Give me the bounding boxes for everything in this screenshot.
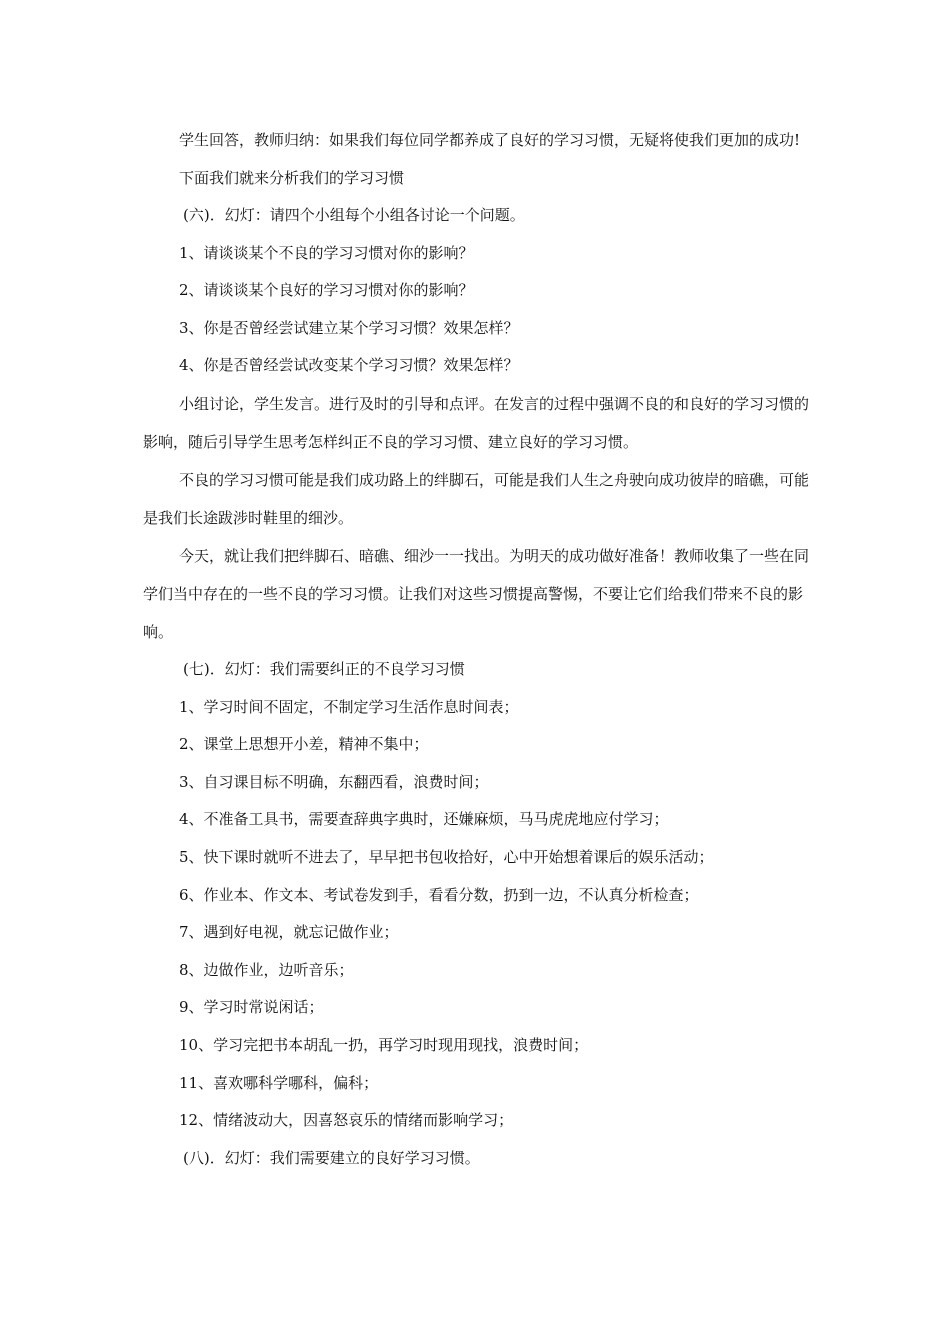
habit-item: 11、喜欢哪科学哪科，偏科； xyxy=(179,1073,379,1092)
habit-item: 2、课堂上思想开小差，精神不集中； xyxy=(179,735,429,754)
section-heading-8: (八)．幻灯：我们需要建立的良好学习习惯。 xyxy=(183,1148,480,1167)
discussion-question-3: 3、你是否曾经尝试建立某个学习习惯？效果怎样？ xyxy=(179,318,519,337)
section-heading-7: (七)．幻灯：我们需要纠正的不良学习习惯 xyxy=(183,659,465,678)
paragraph-group-discussion: 小组讨论，学生发言。进行及时的引导和点评。在发言的过程中强调不良的和良好的学习习惯的影响，随后引导学生思考怎样纠正不良的学习习惯、建立良好的学习习惯。 xyxy=(143,394,810,451)
paragraph-bad-habits-metaphor: 不良的学习习惯可能是我们成功路上的绊脚石，可能是我们人生之舟驶向成功彼岸的暗礁，可能是我们长途跋涉时鞋里的细沙。 xyxy=(143,470,810,527)
habit-item: 12、情绪波动大，因喜怒哀乐的情绪而影响学习； xyxy=(179,1111,514,1130)
habit-item: 10、学习完把书本胡乱一扔，再学习时现用现找，浪费时间； xyxy=(179,1035,589,1054)
discussion-question-4: 4、你是否曾经尝试改变某个学习习惯？效果怎样？ xyxy=(179,356,519,375)
habit-item: 8、边做作业，边听音乐； xyxy=(179,960,354,979)
paragraph-find-bad-habits: 今天，就让我们把绊脚石、暗礁、细沙一一找出。为明天的成功做好准备！教师收集了一些在同学们当中存在的一些不良的学习习惯。让我们对这些习惯提高警惕，不要让它们给我们带来不良的影响。 xyxy=(143,546,810,641)
paragraph-teacher-summary: 学生回答，教师归纳：如果我们每位同学都养成了良好的学习习惯，无疑将使我们更加的成功! xyxy=(179,131,801,149)
habit-item: 1、学习时间不固定，不制定学习生活作息时间表； xyxy=(179,697,519,716)
document-body xyxy=(143,121,811,1177)
habit-item: 5、快下课时就听不进去了，早早把书包收拾好，心中开始想着课后的娱乐活动； xyxy=(179,847,714,866)
section-heading-6: (六)．幻灯：请四个小组每个小组各讨论一个问题。 xyxy=(183,206,525,224)
paragraph-analysis-intro: 下面我们就来分析我们的学习习惯 xyxy=(179,169,405,187)
habit-item: 4、不准备工具书，需要查辞典字典时，还嫌麻烦，马马虎虎地应付学习； xyxy=(179,810,669,829)
discussion-question-2: 2、请谈谈某个良好的学习习惯对你的影响？ xyxy=(179,281,474,300)
habit-item: 3、自习课目标不明确，东翻西看，浪费时间； xyxy=(179,772,489,791)
habit-item: 9、学习时常说闲话； xyxy=(179,998,324,1017)
habit-item: 6、作业本、作文本、考试卷发到手，看看分数，扔到一边，不认真分析检查； xyxy=(179,885,699,904)
habit-item: 7、遇到好电视，就忘记做作业； xyxy=(179,923,399,942)
discussion-question-1: 1、请谈谈某个不良的学习习惯对你的影响？ xyxy=(179,243,474,262)
